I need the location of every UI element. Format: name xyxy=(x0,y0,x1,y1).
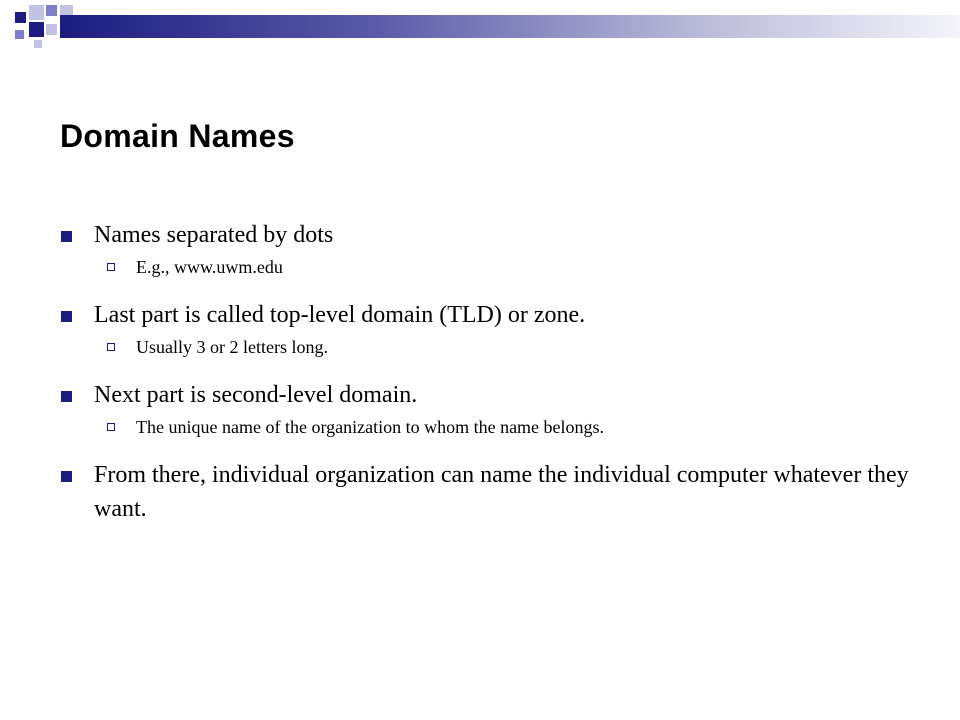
bullet-item xyxy=(60,298,920,332)
bullet-text: Last part is called top-level domain (TLD) or zone. xyxy=(94,302,586,328)
bullet-item xyxy=(60,458,920,526)
sub-bullet-text: The unique name of the organization to whom the name belongs. xyxy=(136,417,605,437)
slide-title: Domain Names xyxy=(60,118,295,154)
bullet-text: Next part is second-level domain. xyxy=(94,382,418,408)
hollow-square-bullet-icon xyxy=(107,343,115,351)
sub-bullet-text: E.g., www.uwm.edu xyxy=(136,257,283,277)
sub-bullet-item xyxy=(60,254,920,280)
bullet-text: Names separated by dots xyxy=(94,222,334,248)
header-gradient-bar xyxy=(60,15,960,38)
bullet-list xyxy=(60,218,920,528)
sub-bullet-text: Usually 3 or 2 letters long. xyxy=(136,337,328,357)
hollow-square-bullet-icon xyxy=(107,263,115,271)
bullet-text: From there, individual organization can name the individual computer whatever they want. xyxy=(94,462,909,522)
decorative-square xyxy=(15,12,26,23)
sub-bullet-item xyxy=(60,414,920,440)
bullet-item xyxy=(60,378,920,412)
decorative-square xyxy=(29,5,44,20)
sub-bullet-item xyxy=(60,334,920,360)
decorative-square xyxy=(46,5,57,16)
hollow-square-bullet-icon xyxy=(107,423,115,431)
decorative-square xyxy=(46,24,57,35)
square-bullet-icon xyxy=(61,311,72,322)
bullet-item xyxy=(60,218,920,252)
decorative-square xyxy=(29,22,44,37)
square-bullet-icon xyxy=(61,391,72,402)
decorative-square xyxy=(15,30,24,39)
decorative-square xyxy=(34,40,42,48)
square-bullet-icon xyxy=(61,471,72,482)
square-bullet-icon xyxy=(61,231,72,242)
